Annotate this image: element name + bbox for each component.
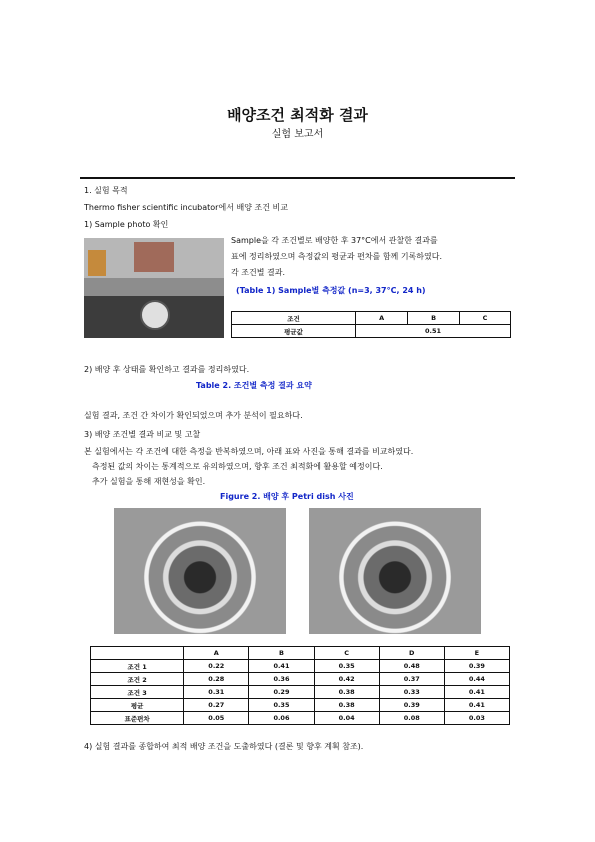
body-line: Thermo fisher scientific incubator에서 배양 조건 비교 xyxy=(84,203,288,212)
table1-caption: (Table 1) Sample별 측정값 (n=3, 37°C, 24 h) xyxy=(236,286,426,295)
table1-cell: 0.51 xyxy=(356,325,511,338)
body-line: 각 조건별 결과. xyxy=(231,268,285,277)
table2-cell: 0.36 xyxy=(249,673,314,686)
page-title: 배양조건 최적화 결과 xyxy=(227,106,368,124)
table2-cell: 0.28 xyxy=(184,673,249,686)
table2-cell: 0.04 xyxy=(314,712,379,725)
table2-caption: Table 2. 조건별 측정 결과 요약 xyxy=(196,381,312,390)
body-line: 본 실험에서는 각 조건에 대한 측정을 반복하였으며, 아래 표와 사진을 통해 결과를 비교하였다. xyxy=(84,447,414,456)
table2-cell: 0.35 xyxy=(249,699,314,712)
table1-header: 조건 xyxy=(232,312,356,325)
table2-header: A xyxy=(184,647,249,660)
table2-header: C xyxy=(314,647,379,660)
figure-caption: Figure 2. 배양 후 Petri dish 사진 xyxy=(220,492,354,501)
title-divider xyxy=(80,177,515,179)
body-line: 표에 정리하였으며 측정값의 평균과 편차를 함께 기록하였다. xyxy=(231,252,442,261)
petri-dish-photo-left xyxy=(114,508,286,634)
table2-cell: 조건 2 xyxy=(91,673,184,686)
table2-cell: 0.42 xyxy=(314,673,379,686)
table2-cell: 0.31 xyxy=(184,686,249,699)
table2-cell: 0.08 xyxy=(379,712,444,725)
table2-cell: 0.06 xyxy=(249,712,314,725)
table2-cell: 0.29 xyxy=(249,686,314,699)
table2-cell: 조건 3 xyxy=(91,686,184,699)
body-line: 측정된 값의 차이는 통계적으로 유의하였으며, 향후 조건 최적화에 활용할 예정이다. xyxy=(92,462,383,471)
table1-header: C xyxy=(460,312,511,325)
table2-cell: 0.48 xyxy=(379,660,444,673)
table1-row-label: 평균값 xyxy=(232,325,356,338)
body-line: 2) 배양 후 상태를 확인하고 결과를 정리하였다. xyxy=(84,365,250,374)
table2-cell: 0.35 xyxy=(314,660,379,673)
table2-cell: 0.05 xyxy=(184,712,249,725)
table2-header: B xyxy=(249,647,314,660)
body-line: 4) 실험 결과를 종합하여 최적 배양 조건을 도출하였다 (결론 및 향후 계획 참조). xyxy=(84,742,364,751)
table2-cell: 평균 xyxy=(91,699,184,712)
table2-cell: 0.27 xyxy=(184,699,249,712)
body-line: 1) Sample photo 확인 xyxy=(84,220,169,229)
table-row xyxy=(91,712,510,725)
body-line: Sample을 각 조건별로 배양한 후 37°C에서 관찰한 결과를 xyxy=(231,236,438,245)
table2-cell: 0.03 xyxy=(444,712,509,725)
body-line: 3) 배양 조건별 결과 비교 및 고찰 xyxy=(84,430,201,439)
table2 xyxy=(90,646,510,725)
table-row xyxy=(91,686,510,699)
table2-cell: 0.38 xyxy=(314,686,379,699)
body-line: 추가 실험을 통해 재현성을 확인. xyxy=(92,477,206,486)
table1-header: B xyxy=(408,312,460,325)
section-heading: 1. 실험 목적 xyxy=(84,186,128,195)
table1-header: A xyxy=(356,312,408,325)
table2-cell: 0.41 xyxy=(444,686,509,699)
table2-header: E xyxy=(444,647,509,660)
table2-cell: 0.22 xyxy=(184,660,249,673)
table2-cell: 0.44 xyxy=(444,673,509,686)
table2-cell: 0.39 xyxy=(379,699,444,712)
table2-header: D xyxy=(379,647,444,660)
table-row xyxy=(91,660,510,673)
sample-photo xyxy=(84,238,224,338)
table2-cell: 0.41 xyxy=(249,660,314,673)
table2-cell: 0.37 xyxy=(379,673,444,686)
table2-cell: 표준편차 xyxy=(91,712,184,725)
table1 xyxy=(231,311,511,338)
table-row xyxy=(91,699,510,712)
table2-cell: 조건 1 xyxy=(91,660,184,673)
table2-cell: 0.39 xyxy=(444,660,509,673)
table2-cell: 0.38 xyxy=(314,699,379,712)
body-line: 실험 결과, 조건 간 차이가 확인되었으며 추가 분석이 필요하다. xyxy=(84,411,303,420)
table2-cell: 0.33 xyxy=(379,686,444,699)
table2-header xyxy=(91,647,184,660)
page-subtitle: 실험 보고서 xyxy=(271,129,324,140)
table-row xyxy=(91,673,510,686)
table2-cell: 0.41 xyxy=(444,699,509,712)
petri-dish-photo-right xyxy=(309,508,481,634)
